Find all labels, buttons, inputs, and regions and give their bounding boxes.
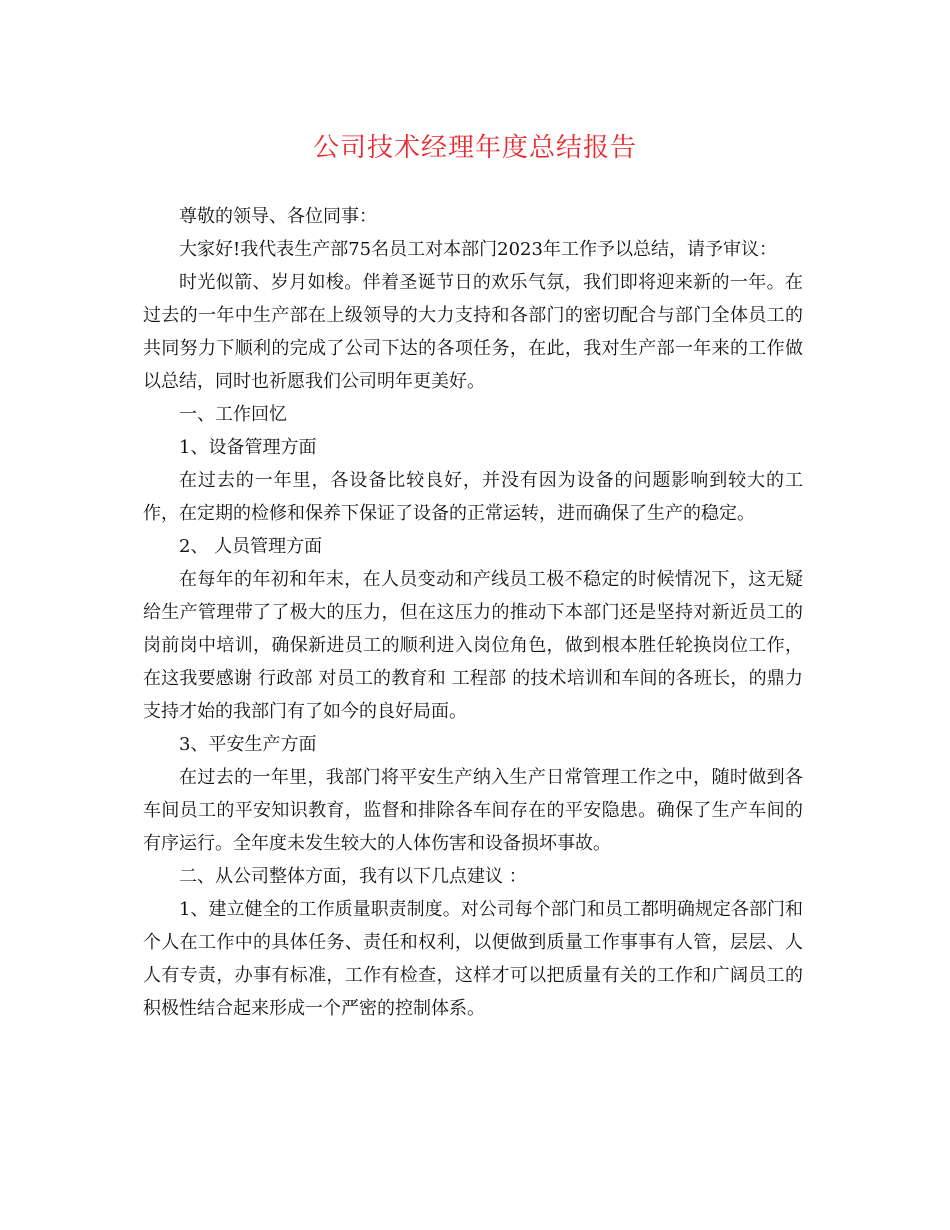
section-heading-review: 一、工作回忆 <box>179 404 287 425</box>
personnel-paragraph: 在每年的年初和年末，在人员变动和产线员工极不稳定的时候情况下，这无疑给生产管理带了了极大的压力，但在这压力的推动下本部门还是坚持对新近员工的岗前岗中培训，确保新进员工的顺利进入岗位角色，做到根本胜任轮换岗位工作，在这我要感谢 行政部 对员工的教育和 工程部 的技术培训和车间的各班长，的鼎力支持才始的我部门有了如今的良好局面。 <box>143 569 803 722</box>
document-title: 公司技术经理年度总结报告 <box>312 133 637 163</box>
document-body <box>143 200 803 1025</box>
subheading-safety: 3、平安生产方面 <box>179 734 317 755</box>
section-heading-suggestions: 二、从公司整体方面，我有以下几点建议 ： <box>179 866 527 887</box>
subheading-equipment: 1、设备管理方面 <box>179 437 317 458</box>
intro-paragraph: 时光似箭、岁月如梭。伴着圣诞节日的欢乐气氛，我们即将迎来新的一年。在过去的一年中生产部在上级领导的大力支持和各部门的密切配合与部门全体员工的共同努力下顺利的完成了公司下达的各项任务，在此，我对生产部一年来的工作做以总结，同时也祈愿我们公司明年更美好。 <box>143 272 803 392</box>
suggestion-paragraph-1: 1、建立健全的工作质量职责制度。对公司每个部门和员工都明确规定各部门和个人在工作中的具体任务、责任和权利，以便做到质量工作事事有人管，层层、人人有专责，办事有标准，工作有检查，这样才可以把质量有关的工作和广阔员工的积极性结合起来形成一个严密的控制体系。 <box>143 899 803 1019</box>
greeting-paragraph: 大家好!我代表生产部75名员工对本部门2023年工作予以总结，请予审议： <box>179 239 777 260</box>
salutation: 尊敬的领导、各位同事： <box>179 206 377 227</box>
subheading-personnel: 2、 人员管理方面 <box>179 536 323 557</box>
safety-paragraph: 在过去的一年里，我部门将平安生产纳入生产日常管理工作之中，随时做到各车间员工的平安知识教育，监督和排除各车间存在的平安隐患。确保了生产车间的有序运行。全年度未发生较大的人体伤害和设备损坏事故。 <box>143 767 803 854</box>
equipment-paragraph: 在过去的一年里，各设备比较良好，并没有因为设备的问题影响到较大的工作，在定期的检修和保养下保证了设备的正常运转，进而确保了生产的稳定。 <box>143 470 803 524</box>
